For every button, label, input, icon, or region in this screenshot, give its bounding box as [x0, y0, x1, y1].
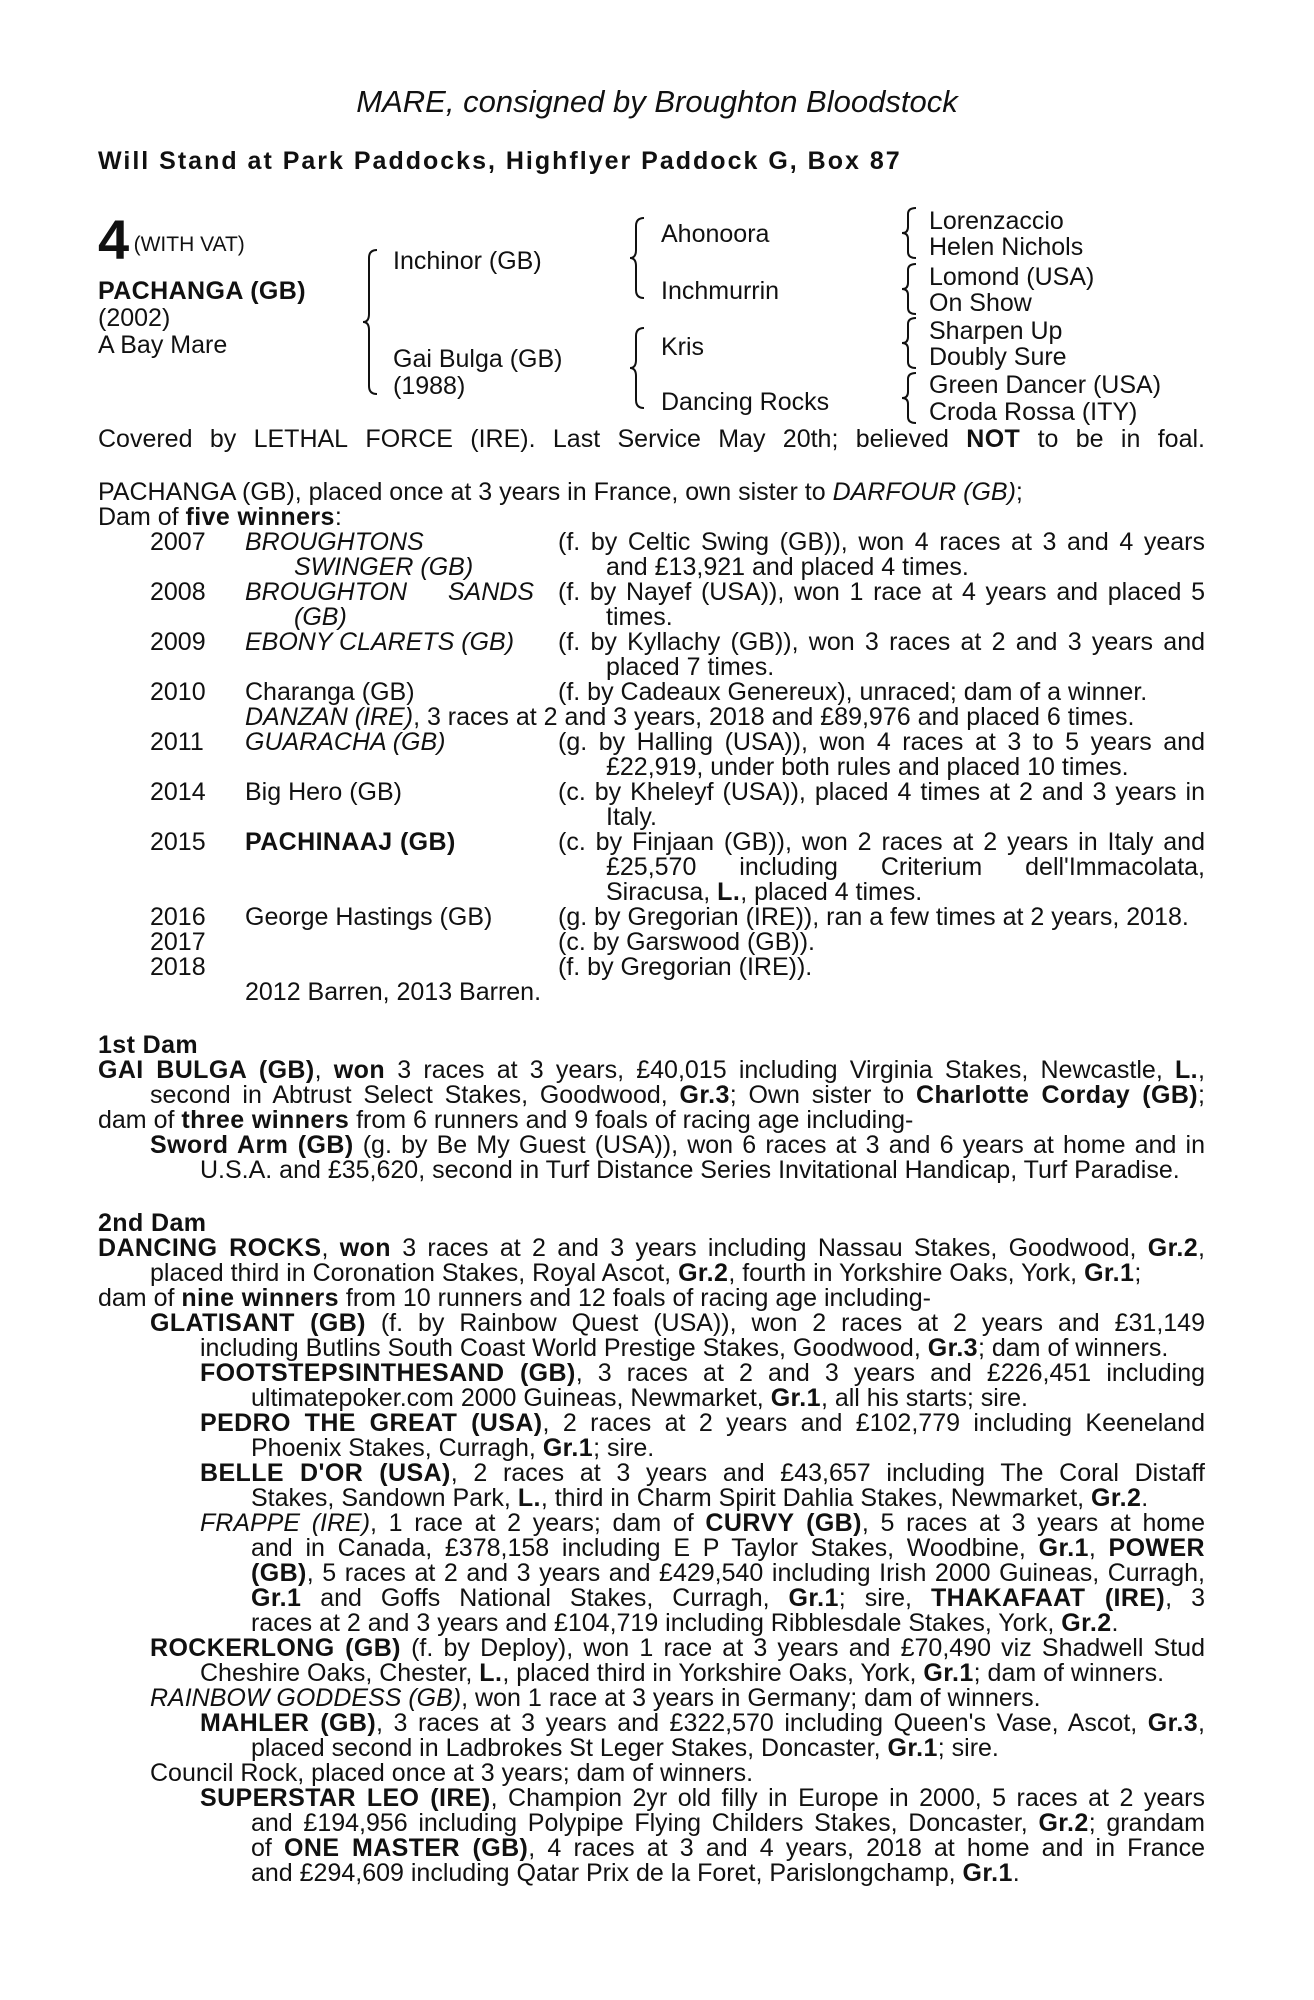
produce-detail: (f. by Celtic Swing (GB)), won 4 races at 3 and 4 years	[558, 528, 1205, 556]
covered-word: Covered	[98, 425, 193, 453]
ds-sire: Sharpen Up	[929, 317, 1063, 345]
produce-year: 2009	[150, 628, 206, 656]
sire-sire: Ahonoora	[661, 220, 770, 248]
second-dam-line: and £194,956 including Polypipe Flying Childers Stakes, Doncaster, Gr.2; grandam	[251, 1809, 1206, 1837]
second-dam-line: of ONE MASTER (GB), 4 races at 3 and 4 years, 2018 at home and in France	[251, 1834, 1205, 1862]
second-dam-line: (GB), 5 races at 2 and 3 years and £429,540 including Irish 2000 Guineas, Curragh,	[251, 1559, 1205, 1587]
produce-year: 2017	[150, 928, 206, 956]
second-dam-heading: 2nd Dam	[98, 1209, 207, 1237]
second-dam-line: RAINBOW GODDESS (GB), won 1 race at 3 years in Germany; dam of winners.	[150, 1684, 1041, 1712]
covered-word-emphasis: NOT	[966, 425, 1021, 453]
produce-year: 2015	[150, 828, 206, 856]
produce-name: Big Hero (GB)	[245, 778, 402, 806]
produce-year: 2008	[150, 578, 206, 606]
covered-word: Last	[552, 425, 601, 453]
pedigree-brace-dd	[904, 371, 918, 425]
first-dam-line: GAI BULGA (GB), won 3 races at 3 years, £40,015 including Virginia Stakes, Newcastle, L.,	[98, 1056, 1205, 1084]
second-dam-line: placed second in Ladbrokes St Leger Stakes, Doncaster, Gr.1; sire.	[251, 1734, 999, 1762]
produce-detail: (c. by Kheleyf (USA)), placed 4 times at 2 and 3 years in	[558, 778, 1205, 806]
foaling-year: (2002)	[98, 304, 171, 332]
covered-word: (IRE).	[470, 425, 536, 453]
produce-detail: (g. by Halling (USA)), won 4 races at 3 to 5 years and	[558, 728, 1205, 756]
covered-word: foal.	[1157, 425, 1205, 453]
produce-detail-cont: Italy.	[606, 803, 657, 831]
covered-word: LETHAL	[253, 425, 349, 453]
sd-dam: On Show	[929, 289, 1032, 317]
second-dam-line: GLATISANT (GB) (f. by Rainbow Quest (USA)), won 2 races at 2 years and £31,149	[150, 1309, 1205, 1337]
produce-detail-cont: £25,570 including Criterium dell'Immacolata,	[606, 853, 1205, 881]
produce-year: 2011	[150, 728, 204, 756]
intro-line-1: PACHANGA (GB), placed once at 3 years in France, own sister to DARFOUR (GB);	[98, 478, 1023, 506]
produce-offspring-note: DANZAN (IRE), 3 races at 2 and 3 years, 2018 and £89,976 and placed 6 times.	[245, 703, 1135, 731]
first-dam-line: Sword Arm (GB) (g. by Be My Guest (USA)), won 6 races at 3 and 6 years at home and in	[150, 1131, 1205, 1159]
covered-word: by	[209, 425, 237, 453]
first-dam-line: dam of three winners from 6 runners and 9 foals of racing age including-	[98, 1106, 914, 1134]
sire-dam: Inchmurrin	[661, 277, 780, 305]
second-dam-line: Cheshire Oaks, Chester, L., placed third in Yorkshire Oaks, York, Gr.1; dam of winners.	[200, 1659, 1165, 1687]
covered-line	[98, 426, 1205, 452]
second-dam-line: FOOTSTEPSINTHESAND (GB), 3 races at 2 and 3 years and £226,451 including	[200, 1359, 1206, 1387]
produce-detail: (f. by Gregorian (IRE)).	[558, 953, 813, 981]
covered-word: 20th;	[782, 425, 839, 453]
ds-dam: Doubly Sure	[929, 343, 1067, 371]
second-dam-line: SUPERSTAR LEO (IRE), Champion 2yr old filly in Europe in 2000, 5 races at 2 years	[200, 1784, 1205, 1812]
covered-word: believed	[855, 425, 949, 453]
produce-name: BROUGHTON SANDS	[245, 578, 534, 606]
produce-name-cont: (GB)	[294, 603, 347, 631]
produce-detail: (f. by Nayef (USA)), won 1 race at 4 years and placed 5	[558, 578, 1205, 606]
produce-year: 2014	[150, 778, 206, 806]
first-dam-heading: 1st Dam	[98, 1031, 199, 1059]
produce-name: EBONY CLARETS (GB)	[245, 628, 515, 656]
second-dam-line: races at 2 and 3 years and £104,719 including Ribblesdale Stakes, York, Gr.2.	[251, 1609, 1119, 1637]
produce-year: 2010	[150, 678, 206, 706]
covered-word: in	[1120, 425, 1141, 453]
dam-year: (1988)	[393, 372, 466, 400]
vat-note: (WITH VAT)	[133, 233, 245, 256]
covered-word: to	[1037, 425, 1059, 453]
produce-detail-cont: £22,919, under both rules and placed 10 times.	[606, 753, 1129, 781]
stand-location: Will Stand at Park Paddocks, Highflyer Paddock G, Box 87	[98, 147, 902, 175]
second-dam-line: placed third in Coronation Stakes, Royal Ascot, Gr.2, fourth in Yorkshire Oaks, York, Gr.1;	[150, 1259, 1142, 1287]
produce-detail: (f. by Cadeaux Genereux), unraced; dam of a winner.	[558, 678, 1148, 706]
second-dam-line: DANCING ROCKS, won 3 races at 2 and 3 years including Nassau Stakes, Goodwood, Gr.2,	[98, 1234, 1205, 1262]
dd-dam: Croda Rossa (ITY)	[929, 398, 1138, 426]
dam-dam: Dancing Rocks	[661, 388, 830, 416]
second-dam-line: BELLE D'OR (USA), 2 races at 3 years and £43,657 including The Coral Distaff	[200, 1459, 1205, 1487]
second-dam-line: ROCKERLONG (GB) (f. by Deploy), won 1 race at 3 years and £70,490 viz Shadwell Stud	[150, 1634, 1205, 1662]
dam-sire: Kris	[661, 333, 705, 361]
pedigree-brace-dam	[632, 326, 646, 410]
covered-word: be	[1075, 425, 1104, 453]
ss-sire: Lorenzaccio	[929, 207, 1064, 235]
second-dam-line: MAHLER (GB), 3 races at 3 years and £322,570 including Queen's Vase, Ascot, Gr.3,	[200, 1709, 1205, 1737]
pedigree-brace-sire	[632, 216, 646, 300]
second-dam-line: Council Rock, placed once at 3 years; dam of winners.	[150, 1759, 754, 1787]
second-dam-line: PEDRO THE GREAT (USA), 2 races at 2 years and £102,779 including Keeneland	[200, 1409, 1205, 1437]
dd-sire: Green Dancer (USA)	[929, 371, 1162, 399]
produce-name: George Hastings (GB)	[245, 903, 493, 931]
pedigree-brace-ss	[904, 206, 918, 260]
pedigree-brace-main	[365, 248, 379, 396]
horse-name: PACHANGA (GB)	[98, 277, 306, 305]
horse-description: A Bay Mare	[98, 331, 228, 359]
lot-number: 4	[98, 208, 130, 271]
dam: Gai Bulga (GB)	[393, 345, 563, 373]
produce-year: 2016	[150, 903, 206, 931]
covered-word: May	[718, 425, 766, 453]
produce-name: GUARACHA (GB)	[245, 728, 446, 756]
ss-dam: Helen Nichols	[929, 233, 1084, 261]
produce-detail: (c. by Garswood (GB)).	[558, 928, 815, 956]
first-dam-line: second in Abtrust Select Stakes, Goodwood, Gr.3; Own sister to Charlotte Corday (GB);	[150, 1081, 1205, 1109]
produce-name-cont: SWINGER (GB)	[294, 553, 474, 581]
produce-name: BROUGHTONS	[245, 528, 424, 556]
produce-detail: (c. by Finjaan (GB)), won 2 races at 2 years in Italy and	[558, 828, 1205, 856]
pedigree-brace-ds	[904, 316, 918, 370]
sire: Inchinor (GB)	[393, 247, 542, 275]
barren-years: 2012 Barren, 2013 Barren.	[245, 978, 542, 1006]
second-dam-line: dam of nine winners from 10 runners and 12 foals of racing age including-	[98, 1284, 932, 1312]
second-dam-line: and £294,609 including Qatar Prix de la Foret, Parislongchamp, Gr.1.	[251, 1859, 1020, 1887]
second-dam-line: FRAPPE (IRE), 1 race at 2 years; dam of CURVY (GB), 5 races at 3 years at home	[200, 1509, 1205, 1537]
pedigree-brace-sd	[904, 262, 918, 316]
covered-word: Service	[617, 425, 701, 453]
produce-year: 2007	[150, 528, 206, 556]
sd-sire: Lomond (USA)	[929, 263, 1095, 291]
produce-detail-cont: and £13,921 and placed 4 times.	[606, 553, 969, 581]
second-dam-line: Stakes, Sandown Park, L., third in Charm Spirit Dahlia Stakes, Newmarket, Gr.2.	[251, 1484, 1149, 1512]
first-dam-line: U.S.A. and £35,620, second in Turf Distance Series Invitational Handicap, Turf Paradise.	[200, 1156, 1180, 1184]
second-dam-line: ultimatepoker.com 2000 Guineas, Newmarket, Gr.1, all his starts; sire.	[251, 1384, 1028, 1412]
produce-detail-cont: placed 7 times.	[606, 653, 775, 681]
second-dam-line: including Butlins South Coast World Prestige Stakes, Goodwood, Gr.3; dam of winners.	[200, 1334, 1169, 1362]
produce-name: Charanga (GB)	[245, 678, 415, 706]
produce-detail-cont: times.	[606, 603, 673, 631]
intro-line-2: Dam of five winners:	[98, 503, 342, 531]
second-dam-line: Phoenix Stakes, Curragh, Gr.1; sire.	[251, 1434, 655, 1462]
produce-detail: (g. by Gregorian (IRE)), ran a few times at 2 years, 2018.	[558, 903, 1189, 931]
covered-word: FORCE	[365, 425, 453, 453]
produce-detail-cont: Siracusa, L., placed 4 times.	[606, 878, 923, 906]
produce-detail: (f. by Kyllachy (GB)), won 3 races at 2 and 3 years and	[558, 628, 1205, 656]
produce-name: PACHINAAJ (GB)	[245, 828, 456, 856]
second-dam-line: and in Canada, £378,158 including E P Taylor Stakes, Woodbine, Gr.1, POWER	[251, 1534, 1205, 1562]
page-title: MARE, consigned by Broughton Bloodstock	[356, 84, 958, 119]
produce-year: 2018	[150, 953, 206, 981]
second-dam-line: Gr.1 and Goffs National Stakes, Curragh, Gr.1; sire, THAKAFAAT (IRE), 3	[251, 1584, 1205, 1612]
lot-number-block	[98, 208, 245, 271]
